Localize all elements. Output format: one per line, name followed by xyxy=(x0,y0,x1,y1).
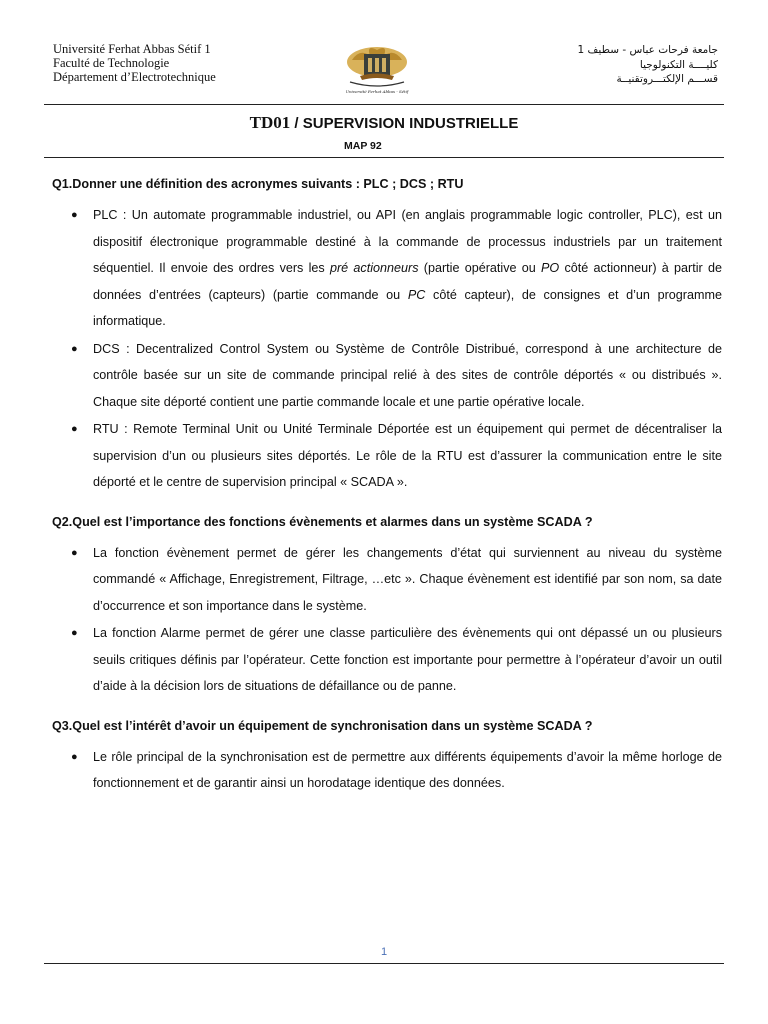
answer-alarms: ● La fonction Alarme permet de gérer une classe particulière des évènements qui ont dépassé un ou plusieurs seuils critiques définis par l’opérateur. Cette fonction est importante pour permettre à l’opérateur d’avoir un outil d’aide à la décision lors de situations de défaillance ou de panne. xyxy=(52,620,722,700)
answer-dcs: ● DCS : Decentralized Control System ou Système de Contrôle Distribué, correspond à une architecture de contrôle basée sur un site de commande principal relié à des sites de contrôle déportés « ou distribués ». Chaque site déporté contient une partie commande locale et une partie opérative locale. xyxy=(52,336,722,416)
title-td: TD01 xyxy=(249,113,291,132)
answer-list-1 xyxy=(52,202,722,496)
answer-events: ● La fonction évènement permet de gérer les changements d’état qui surviennent au niveau du système commandé « Affichage, Enregistrement, Filtrage, …etc ». Chaque évènement est identifié par son nom, sa date d’occurrence et son importance dans le système. xyxy=(52,540,722,620)
header-divider xyxy=(44,104,724,105)
title-main: SUPERVISION INDUSTRIELLE xyxy=(302,115,519,132)
title-divider xyxy=(44,157,724,158)
footer-divider xyxy=(44,963,724,964)
faculty-name: Faculté de Technologie xyxy=(53,56,170,70)
logo-caption: Université Ferhat Abbas - Sétif xyxy=(345,89,409,94)
answer-plc: ● PLC : Un automate programmable industriel, ou API (en anglais programmable logic controller, PLC), est un dispositif électronique programmable destiné à la commande de processus industriels par un traitement séquentiel. Il envoie des ordres vers les pré actionneurs (partie opérative ou PO côté actionneur) à partir de données d’entrées (capteurs) (partie commande ou PC côté capteur), de consignes et d’un programme informatique. xyxy=(52,202,722,335)
page-number: 1 xyxy=(380,946,388,958)
page-subtitle: MAP 92 xyxy=(344,140,382,152)
title-separator: / xyxy=(290,115,303,132)
header-right xyxy=(578,43,718,87)
bullet-icon: ● xyxy=(71,423,78,435)
answer-rtu: ● RTU : Remote Terminal Unit ou Unité Terminale Déportée est un équipement qui permet de décentraliser la supervision d’un ou plusieurs sites déportés. Le rôle de la RTU est d’assurer la communication entre le site déporté et le centre de supervision principal « SCADA ». xyxy=(52,416,722,496)
answer-list-3 xyxy=(52,744,722,797)
page-title xyxy=(0,113,768,133)
bullet-icon: ● xyxy=(71,209,78,221)
bullet-icon: ● xyxy=(71,342,78,355)
question-1: Q1.Donner une définition des acronymes suivants : PLC ; DCS ; RTU xyxy=(52,177,464,191)
answer-sync: ● Le rôle principal de la synchronisation est de permettre aux différents équipements d’avoir la même horloge de fonctionnement et de garantir ainsi un horodatage identique des données. xyxy=(52,744,722,797)
faculty-name-ar: كليــــة التكنولوجيا xyxy=(639,58,718,71)
answer-list-2 xyxy=(52,540,722,700)
university-name-ar: جامعة فرحات عباس - سطيف 1 xyxy=(577,44,718,56)
university-name: Université Ferhat Abbas Sétif 1 xyxy=(53,42,211,56)
question-2: Q2.Quel est l’importance des fonctions évènements et alarmes dans un système SCADA ? xyxy=(52,514,593,529)
bullet-icon: ● xyxy=(71,627,78,639)
department-name-ar: قســـم الإلكتـــروتقنيــة xyxy=(616,73,718,85)
bullet-icon: ● xyxy=(71,546,78,559)
question-3: Q3.Quel est l’intérêt d’avoir un équipement de synchronisation dans un système SCADA ? xyxy=(52,718,593,733)
bullet-icon: ● xyxy=(71,750,78,763)
document-body xyxy=(52,176,722,798)
department-name: Département d’Electrotechnique xyxy=(53,70,216,84)
university-logo xyxy=(338,40,416,94)
header-left xyxy=(53,42,216,84)
